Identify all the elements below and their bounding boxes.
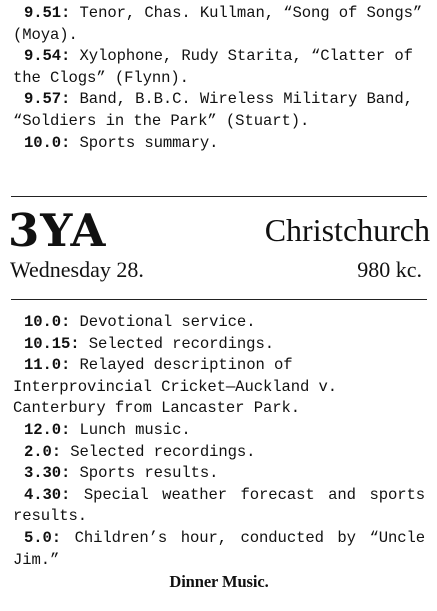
listing-entry	[2, 334, 425, 356]
broadcast-day: Wednesday 28.	[10, 257, 144, 282]
listing-text: Tenor, Chas. Kullman, “Song of Songs” (Moya).	[13, 4, 423, 44]
listing-text: Band, B.B.C. Wireless Military Band, “Soldiers in the Park” (Stuart).	[13, 90, 413, 130]
listing-text: Relayed descriptinon of Interprovincial Cricket—Auckland v. Canterbury from Lancaster Park.	[13, 356, 338, 418]
listing-text: Devotional service.	[70, 313, 256, 331]
listing-time: 10.0:	[24, 313, 71, 331]
listing-text: Sports results.	[70, 464, 219, 483]
listing-entry	[2, 133, 425, 155]
previous-station-listings	[13, 3, 425, 154]
listing-text: Special weather forecast and sports results.	[13, 485, 425, 526]
listing-entry	[2, 442, 425, 464]
listing-time: 12.0:	[24, 420, 71, 439]
listing-text: Sports summary.	[70, 133, 219, 152]
divider-rule	[11, 196, 427, 197]
listing-text: Children’s hour, conducted by “Uncle Jim.”	[13, 528, 425, 569]
listing-time: 4.30:	[24, 485, 71, 504]
listing-time: 9.57:	[24, 90, 71, 109]
station-listings	[13, 312, 425, 593]
listing-time: 11.0:	[24, 356, 71, 375]
sub-heading: Dinner Music.	[169, 572, 269, 592]
station-header	[8, 204, 430, 296]
listing-time: 5.0:	[24, 528, 62, 547]
listing-text: Xylophone, Rudy Starita, “Clatter of the Clogs” (Flynn).	[13, 47, 413, 87]
listing-entry	[2, 528, 425, 571]
listing-entry	[2, 485, 425, 528]
listing-entry	[2, 89, 425, 132]
listing-text: Selected recordings.	[79, 334, 274, 353]
listing-time: 10.0:	[24, 133, 71, 152]
listing-entry	[2, 3, 425, 46]
listing-text: Lunch music.	[70, 420, 191, 439]
listing-time: 2.0:	[24, 442, 62, 461]
listing-time: 9.51:	[24, 4, 71, 22]
listing-entry	[2, 312, 425, 334]
station-city: Christchurch	[264, 212, 430, 248]
listing-entry	[2, 46, 425, 89]
listing-time: 3.30:	[24, 464, 71, 483]
listing-time: 10.15:	[24, 334, 80, 353]
listing-entry	[2, 355, 425, 420]
listing-entry	[2, 463, 425, 485]
divider-rule	[11, 299, 427, 300]
listing-entry	[2, 420, 425, 442]
listing-text: Selected recordings.	[61, 442, 256, 461]
station-call-sign: 3YA	[8, 204, 107, 257]
listing-time: 9.54:	[24, 47, 71, 66]
station-frequency: 980 kc.	[357, 257, 422, 282]
